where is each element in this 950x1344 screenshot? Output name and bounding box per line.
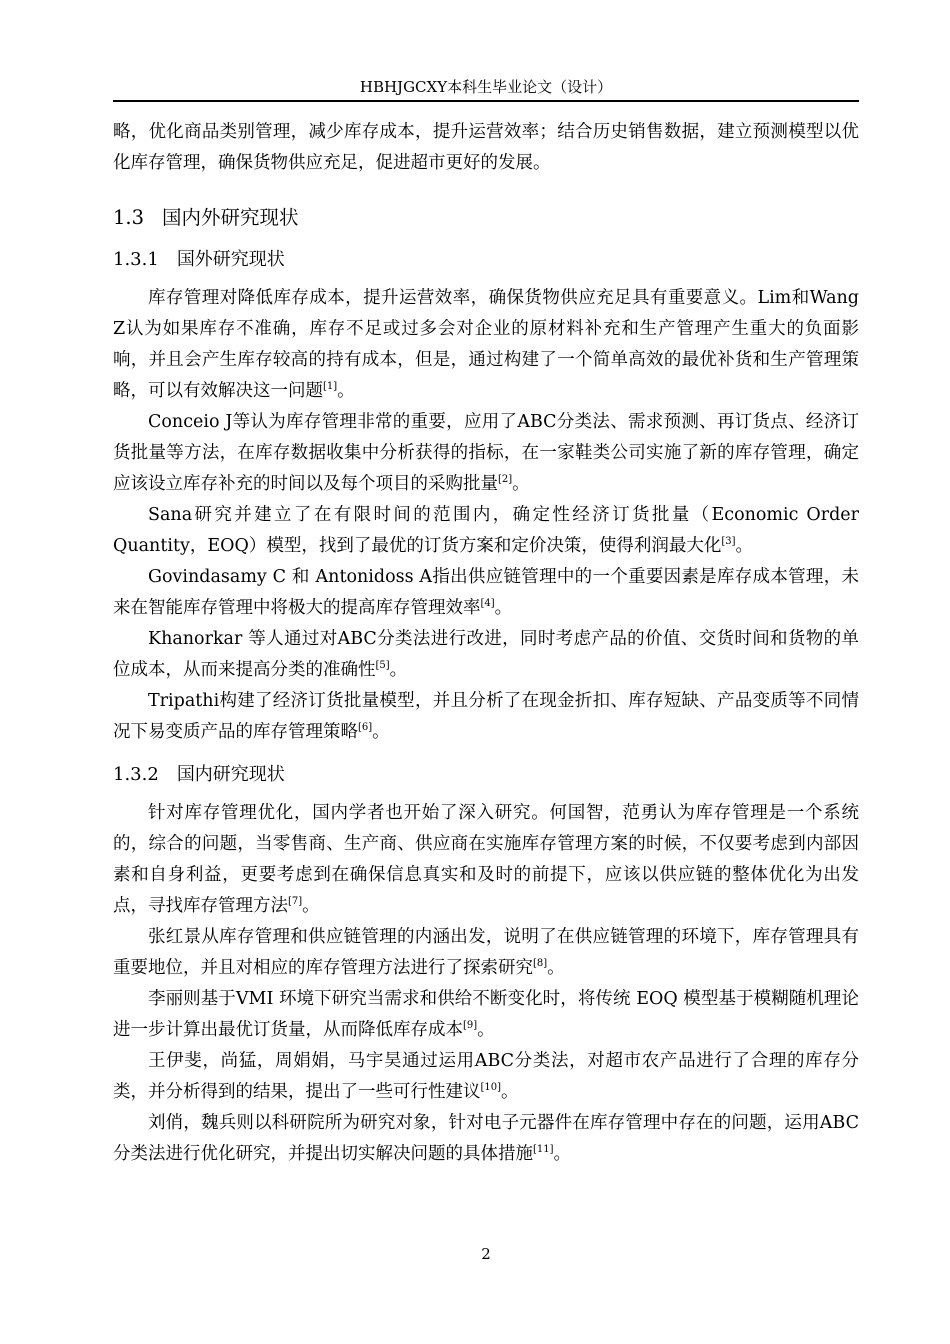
paragraph-text: Khanorkar 等人通过对ABC分类法进行改进，同时考虑产品的价值、交货时间和货物的单位成本，从而来提高分类的准确性 <box>113 629 859 680</box>
paragraph-text: 库存管理对降低库存成本，提升运营效率，确保货物供应充足具有重要意义。Lim和Wang Z认为如果库存不准确，库存不足或过多会对企业的原材料补充和生产管理产生重大的负面影响，并且会产生库存较高的持有成本，但是，通过构建了一个简单高效的最优补货和生产管理策略，可以有效解决这一问题 <box>113 288 859 401</box>
citation-ref: [7] <box>288 896 303 907</box>
citation-ref: [3] <box>721 536 736 547</box>
paragraph-text: 李丽则基于VMI 环境下研究当需求和供给不断变化时，将传统 EOQ 模型基于模糊随机理论进一步计算出最优订货量，从而降低库存成本 <box>113 989 859 1040</box>
citation-ref: [10] <box>480 1082 502 1093</box>
subsection-heading-1-3-2 <box>113 748 859 798</box>
paragraph-end: 。 <box>372 722 390 742</box>
paragraph-end: 。 <box>337 381 355 401</box>
subsection-title: 国外研究现状 <box>176 249 285 270</box>
paragraph-text: Tripathi构建了经济订货批量模型，并且分析了在现金折扣、库存短缺、产品变质等不同情况下易变质产品的库存管理策略 <box>113 691 859 742</box>
subsection-number: 1.3.1 <box>113 249 159 270</box>
paragraph-domestic-2 <box>113 922 859 984</box>
running-header: HBHJGCXY本科生毕业论文（设计） <box>359 78 613 96</box>
citation-ref: [2] <box>498 474 513 485</box>
paragraph-text: Govindasamy C 和 Antonidoss A指出供应链管理中的一个重要因素是库存成本管理，未来在智能库存管理中将极大的提高库存管理效率 <box>113 567 859 618</box>
paragraph-end: 。 <box>494 598 513 618</box>
subsection-heading-1-3-1 <box>113 243 859 283</box>
intro-paragraph: 略，优化商品类别管理，减少库存成本，提升运营效率；结合历史销售数据，建立预测模型以优化库存管理，确保货物供应充足，促进超市更好的发展。 <box>113 122 859 173</box>
paragraph-foreign-1 <box>113 283 859 407</box>
citation-ref: [11] <box>533 1144 554 1155</box>
paragraph-end: 。 <box>512 474 530 494</box>
body-content <box>113 117 859 1170</box>
citation-ref: [9] <box>463 1020 478 1031</box>
paragraph-end: 。 <box>389 660 408 680</box>
citation-ref: [8] <box>533 958 548 969</box>
paragraph-foreign-2 <box>113 407 859 500</box>
citation-ref: [1] <box>323 381 338 392</box>
page-number: 2 <box>481 1245 491 1263</box>
header-rule <box>113 100 859 102</box>
section-title: 国内外研究现状 <box>162 206 299 229</box>
paragraph-text: 张红景从库存管理和供应链管理的内涵出发，说明了在供应链管理的环境下，库存管理具有重要地位，并且对相应的库存管理方法进行了探索研究 <box>113 927 859 978</box>
paragraph-domestic-1 <box>113 798 859 922</box>
subsection-title: 国内研究现状 <box>176 764 285 785</box>
paragraph-text: 王伊斐，尚猛，周娟娟，马宇昊通过运用ABC分类法，对超市农产品进行了合理的库存分类，并分析得到的结果，提出了一些可行性建议 <box>113 1051 859 1102</box>
paragraph-text: Conceio J等认为库存管理非常的重要，应用了ABC分类法、需求预测、再订货点、经济订货批量等方法，在库存数据收集中分析获得的指标，在一家鞋类公司实施了新的库存管理，确定应该设立库存补充的时间以及每个项目的采购批量 <box>113 412 859 494</box>
paragraph-foreign-6 <box>113 686 859 748</box>
paragraph-domestic-4 <box>113 1046 859 1108</box>
paragraph-end: 。 <box>547 958 565 978</box>
paragraph-foreign-4 <box>113 562 859 624</box>
section-heading-1-3 <box>113 179 859 243</box>
paragraph-text: 刘俏，魏兵则以科研院所为研究对象，针对电子元器件在库存管理中存在的问题，运用ABC分类法进行优化研究，并提出切实解决问题的具体措施 <box>113 1113 859 1164</box>
paragraph-end: 。 <box>302 896 320 916</box>
paragraph-foreign-5 <box>113 624 859 686</box>
paragraph-end: 。 <box>735 536 754 556</box>
paragraph-end: 。 <box>477 1020 495 1040</box>
paragraph-text: Sana研究并建立了在有限时间的范围内，确定性经济订货批量（Economic Order Quantity，EOQ）模型，找到了最优的订货方案和定价决策，使得利润最大化 <box>113 505 859 556</box>
paragraph-domestic-5 <box>113 1108 859 1170</box>
citation-ref: [6] <box>358 722 373 733</box>
citation-ref: [4] <box>480 598 495 609</box>
paragraph-domestic-3 <box>113 984 859 1046</box>
section-number: 1.3 <box>113 206 145 229</box>
paragraph-text: 针对库存管理优化，国内学者也开始了深入研究。何国智，范勇认为库存管理是一个系统的，综合的问题，当零售商、生产商、供应商在实施库存管理方案的时候，不仅要考虑到内部因素和自身利益，更要考虑到在确保信息真实和及时的前提下，应该以供应链的整体优化为出发点，寻找库存管理方法 <box>113 803 859 916</box>
paragraph-foreign-3 <box>113 500 859 562</box>
subsection-number: 1.3.2 <box>113 764 159 785</box>
paragraph-end: 。 <box>501 1082 519 1102</box>
citation-ref: [5] <box>375 660 390 671</box>
paragraph-end: 。 <box>553 1144 572 1164</box>
